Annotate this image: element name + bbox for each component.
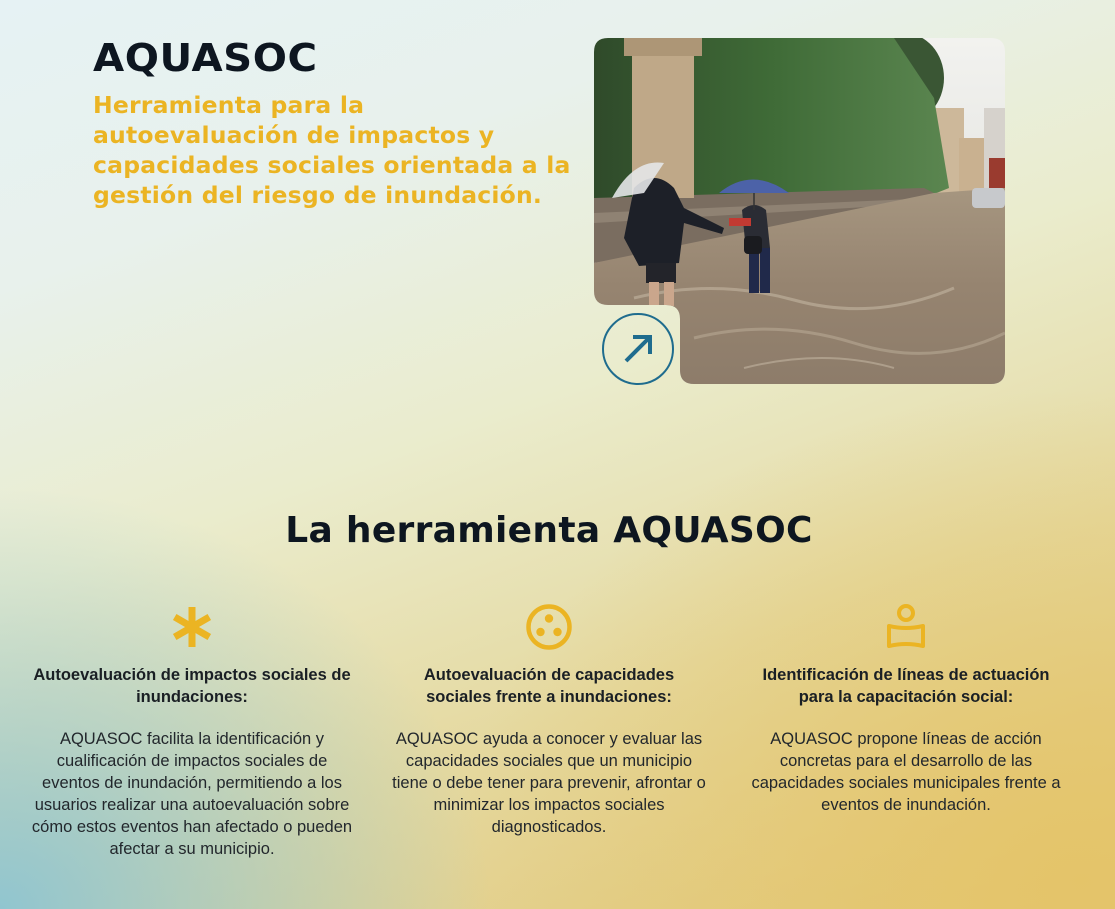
- asterisk-icon: [170, 605, 214, 649]
- hero-title: AQUASOC: [93, 36, 318, 80]
- feature-title: Identificación de líneas de actuación para la capacitación social:: [762, 666, 1050, 706]
- arrow-up-right-icon: [621, 332, 655, 366]
- feature-title: Autoevaluación de impactos sociales de inundaciones:: [33, 666, 351, 706]
- section-title: La herramienta AQUASOC: [285, 510, 813, 551]
- feature-body: AQUASOC facilita la identificación y cualificación de impactos sociales de eventos de inundación, permitiendo a los usuarios realizar una autoevaluación sobre cómo estos eventos han afectado o pueden afectar a su municipio.: [31, 730, 353, 858]
- feature-body: AQUASOC propone líneas de acción concretas para el desarrollo de las capacidades sociales municipales frente a eventos de inundación.: [751, 730, 1061, 814]
- open-link-button[interactable]: [602, 313, 674, 385]
- feature-impacts: [30, 600, 354, 860]
- feature-capacities: [392, 600, 706, 838]
- feature-action-lines: [746, 600, 1066, 816]
- feature-title: Autoevaluación de capacidades sociales frente a inundaciones:: [423, 666, 675, 706]
- three-dots-circle-icon: [525, 603, 573, 651]
- feature-body: AQUASOC ayuda a conocer y evaluar las capacidades sociales que un municipio tiene o debe tener para prevenir, afrontar o minimizar los impactos sociales diagnosticados.: [392, 730, 706, 836]
- hero-subtitle: Herramienta para la autoevaluación de impactos y capacidades sociales orientada a la gestión del riesgo de inundación.: [93, 91, 571, 209]
- person-badge-icon: [884, 603, 928, 651]
